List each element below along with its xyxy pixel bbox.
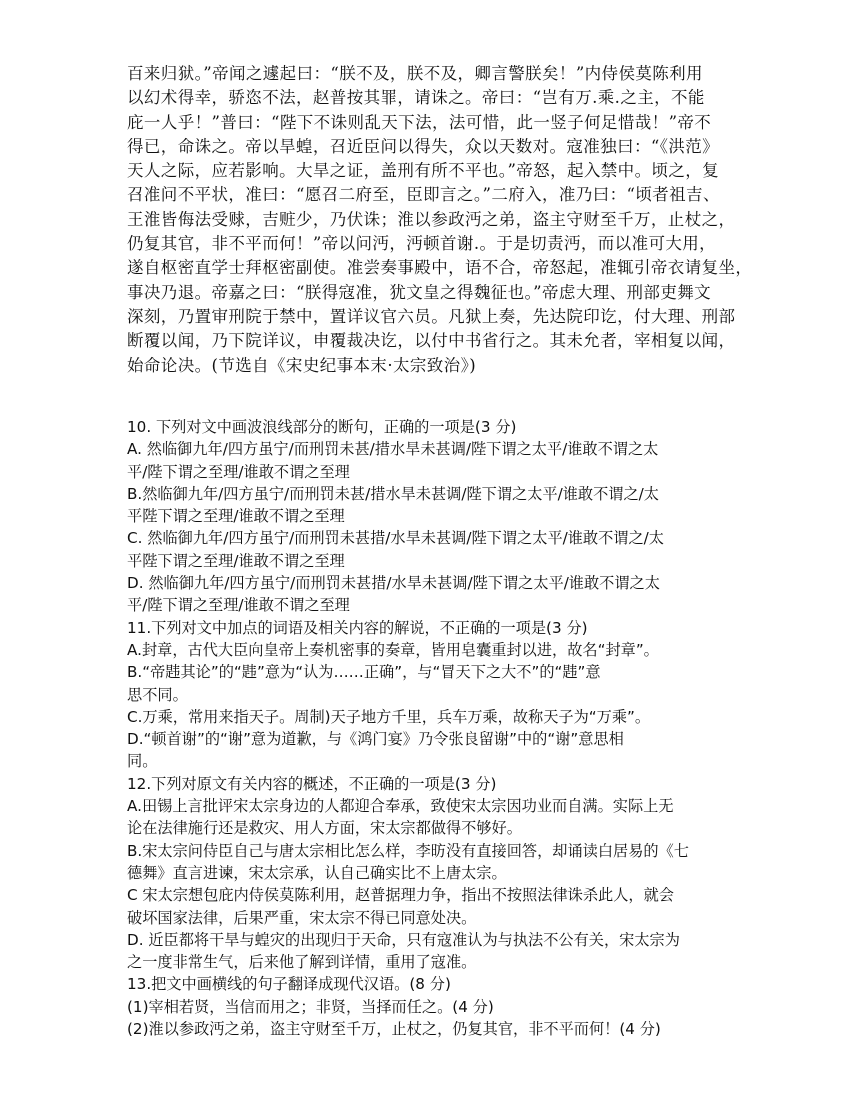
question-10-option-b: B.然临御九年/四方虽宁/而刑罚未甚/措水旱未甚调/陛下谓之太平/谁敢不谓之/太 bbox=[127, 484, 659, 503]
passage-line: 天人之际，应若影响。大旱之证，盖刑有所不平也。”帝怒，起入禁中。顷之，复 bbox=[127, 161, 720, 181]
passage-line: 王淮皆侮法受赇，吉赃少，乃伏诛；淮以参政沔之弟，盗主守财至千万，止杖之， bbox=[127, 209, 736, 229]
questions-section bbox=[127, 416, 739, 1040]
question-12-option-c-cont: 破坏国家法律，后果严重，宋太宗不得已同意处决。 bbox=[127, 908, 477, 927]
classical-passage bbox=[127, 62, 753, 378]
passage-source-line: 始命论决。(节选自《宋史纪事本末·太宗致治》) bbox=[127, 355, 477, 375]
question-10-option-d: D. 然临御九年/四方虽宁/而刑罚未甚措/水旱未甚调/陛下谓之太平/谁敢不谓之太 bbox=[127, 574, 660, 593]
question-11-option-a: A.封章，古代大臣向皇帝上奏机密事的奏章，皆用皂囊重封以进，故名“封章”。 bbox=[127, 640, 659, 659]
question-10-option-a-cont: 平/陛下谓之至理/谁敢不谓之至理 bbox=[127, 462, 350, 481]
passage-line: 事决乃退。帝嘉之曰：“朕得寇准，犹文皇之得魏征也。”帝虑大理、刑部吏舞文 bbox=[127, 282, 712, 302]
question-10-option-b-cont: 平陛下谓之至理/谁敢不谓之至理 bbox=[127, 507, 345, 526]
question-11-option-c: C.万乘，常用来指天子。周制)天子地方千里，兵车万乘，故称天子为“万乘”。 bbox=[127, 707, 651, 726]
question-12-option-d-cont: 之一度非常生气，后来他了解到详情，重用了寇准。 bbox=[127, 953, 477, 972]
passage-line: 深刻，乃置审刑院于禁中，置详议官六员。凡狱上奏，先达院印讫，付大理、刑部 bbox=[127, 306, 736, 326]
question-12-option-a-cont: 论在法律施行还是救灾、用人方面，宋太宗都做得不够好。 bbox=[127, 819, 522, 838]
question-12-stem: 12.下列对原文有关内容的概述，不正确的一项是(3 分) bbox=[127, 774, 497, 793]
question-12-option-b: B.宋太宗问侍臣自己与唐太宗相比怎么样，李昉没有直接回答，却诵读白居易的《七 bbox=[127, 841, 689, 860]
passage-line: 召准问不平状，准曰：“愿召二府至，臣即言之。”二府入，准乃曰：“顷者祖吉、 bbox=[127, 185, 720, 205]
question-12-option-c: C 宋太宗想包庇内侍侯莫陈利用，赵普据理力争，指出不按照法律诛杀此人，就会 bbox=[127, 886, 674, 905]
passage-line: 遂自枢密直学士拜枢密副使。准尝奏事殿中，语不合，帝怒起，准辄引帝衣请复坐， bbox=[127, 258, 753, 278]
passage-line: 以幻术得幸，骄恣不法，赵普按其罪，请诛之。帝曰：“岂有万.乘.之主，不能 bbox=[127, 88, 705, 108]
question-11-option-d-cont: 同。 bbox=[127, 752, 158, 771]
question-10-stem: 10. 下列对文中画波浪线部分的断句，正确的一项是(3 分) bbox=[127, 418, 517, 436]
passage-line: 庇一人乎！”普曰：“陛下不诛则乱天下法，法可惜，此一竖子何足惜哉！”帝不 bbox=[127, 112, 712, 132]
question-11-option-b-cont: 思不同。 bbox=[127, 685, 188, 704]
question-11-stem: 11.下列对文中加点的词语及相关内容的解说，不正确的一项是(3 分) bbox=[127, 618, 588, 637]
question-10-option-c: C. 然临御九年/四方虽宁/而刑罚未甚措/水旱未甚调/陛下谓之太平/谁敢不谓之/太 bbox=[127, 529, 664, 548]
question-10-option-a: A. 然临御九年/四方虽宁/而刑罚未甚/措水旱未甚调/陛下谓之太平/谁敢不谓之太 bbox=[127, 440, 659, 459]
passage-line: 得已，命诛之。帝以旱蝗，召近臣问以得失，众以天数对。寇准独曰：“《洪范》 bbox=[127, 136, 720, 156]
question-12-option-b-cont: 德舞》直言进谏，宋太宗承，认自己确实比不上唐太宗。 bbox=[127, 863, 507, 882]
passage-line: 仍复其官，非不平而何！”帝以问沔，沔顿首谢.。于是切责沔，而以准可大用， bbox=[127, 234, 717, 254]
question-13-part-2: (2)淮以参政沔之弟，盗主守财至千万，止杖之，仍复其官，非不平而何！(4 分) bbox=[127, 1020, 661, 1039]
question-12-option-a: A.田锡上言批评宋太宗身边的人都迎合奉承，致使宋太宗因功业而自满。实际上无 bbox=[127, 797, 674, 816]
question-12-option-d: D. 近臣都将干旱与蝗灾的出现归于天命，只有寇准认为与执法不公有关，宋太宗为 bbox=[127, 930, 680, 949]
passage-line: 断覆以闻，乃下院详议，申覆裁决讫，以付中书省行之。其未允者，宰相复以闻， bbox=[127, 331, 736, 351]
question-10-option-c-cont: 平陛下谓之至理/谁敢不谓之至理 bbox=[127, 551, 345, 570]
question-13-stem: 13.把文中画横线的句子翻译成现代汉语。(8 分) bbox=[127, 975, 451, 994]
question-10-option-d-cont: 平/陛下谓之至理/谁敢不谓之至理 bbox=[127, 596, 350, 615]
question-13-part-1: (1)宰相若贤，当信而用之；非贤，当择而任之。(4 分) bbox=[127, 997, 494, 1016]
question-11-option-d: D.“顿首谢”的“谢”意为道歉，与《鸿门宴》乃令张良留谢”中的“谢”意思相 bbox=[127, 730, 624, 749]
passage-line: 百来归狱。”帝闻之遽起曰：“朕不及，朕不及，卿言警朕矣！”内侍侯莫陈利用 bbox=[127, 64, 703, 83]
question-11-option-b: B.“帝韪其论”的“韪”意为“认为……正确”，与“冒天下之大不”的“韪”意 bbox=[127, 663, 601, 682]
